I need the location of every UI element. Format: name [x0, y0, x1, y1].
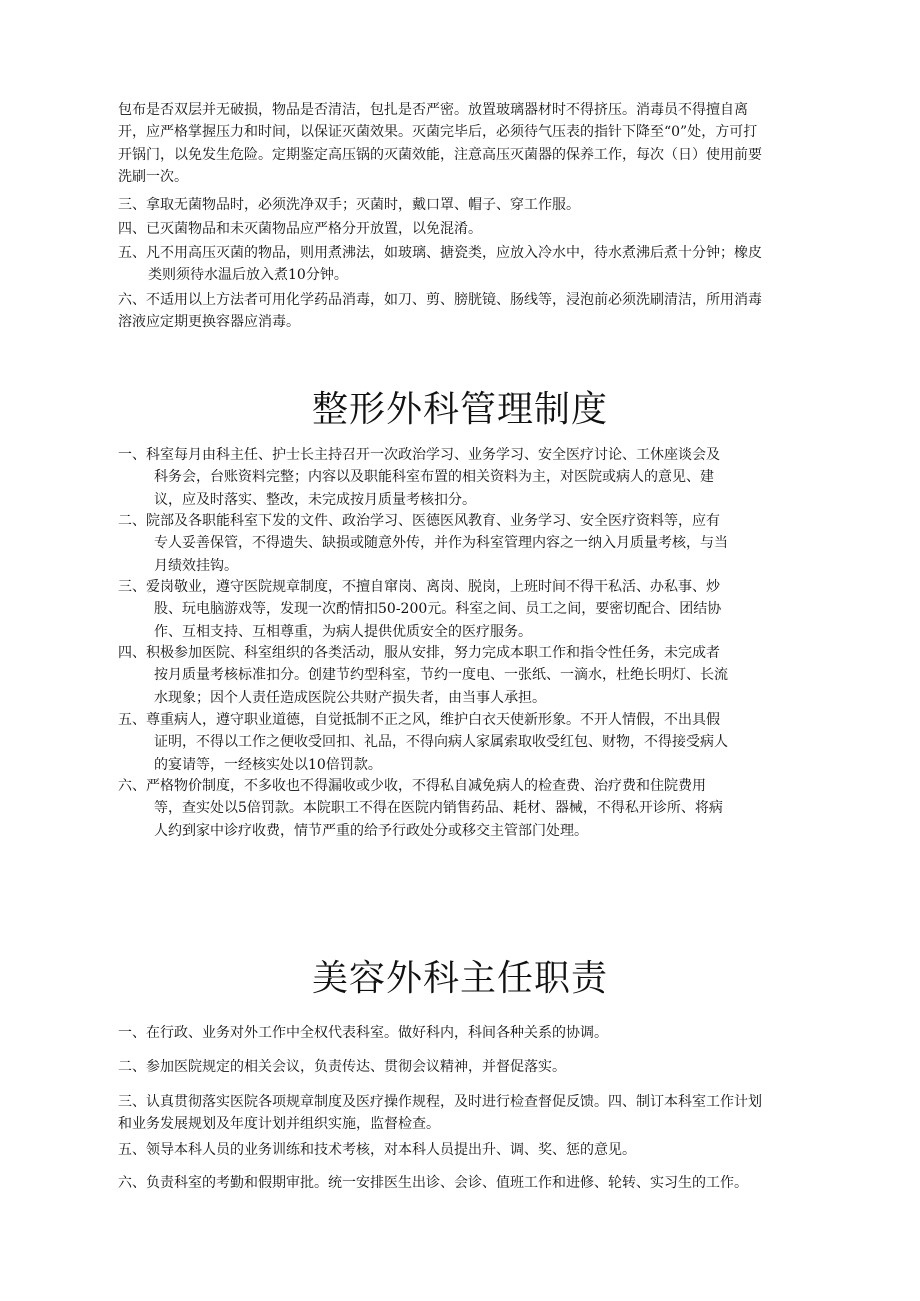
text-line: 议，应及时落实、整改，未完成按月质量考核扣分。 — [154, 491, 476, 508]
text-line: 包布是否双层并无破损，物品是否清洁，包扎是否严密。放置玻璃器材时不得挤压。消毒员不得擅自离 — [118, 102, 748, 118]
text-line: 的宴请等，一经核实处以10倍罚款。 — [154, 756, 382, 773]
plastic-item-4 — [118, 642, 838, 709]
text-line: 五、尊重病人，遵守职业道德，自觉抵制不正之风，维护白衣天使新形象。不开人情假，不出具假 — [118, 712, 720, 728]
text-line: 三、认真贯彻落实医院各项规章制度及医疗操作规程，及时进行检查督促反馈。四、制订本科室工作计划 — [118, 1094, 762, 1110]
director-item-2: 二、参加医院规定的相关会议，负责传达、贯彻会议精神，并督促落实。 — [118, 1059, 566, 1075]
text-line: 开，应严格掌握压力和时间，以保证灭菌效果。灭菌完毕后，必须待气压表的指针下降至“0”处，方可打 — [118, 124, 758, 141]
plastic-item-3 — [118, 576, 838, 643]
sterilization-item-6 — [118, 289, 838, 334]
text-line: 月绩效挂钩。 — [154, 557, 238, 574]
director-item-6: 六、负责科室的考勤和假期审批。统一安排医生出诊、会诊、值班工作和进修、轮转、实习生的工作。 — [118, 1175, 748, 1191]
text-line: 专人妥善保管，不得遗失、缺损或随意外传，并作为科室管理内容之一纳入月质量考核，与当 — [154, 535, 728, 552]
sterilization-item-3: 三、拿取无菌物品时，必须洗净双手；灭菌时，戴口罩、帽子、穿工作服。 — [118, 197, 580, 213]
director-item-1: 一、在行政、业务对外工作中全权代表科室。做好科内，科间各种关系的协调。 — [118, 1025, 608, 1041]
text-line: 和业务发展规划及年度计划并组织实施，监督检查。 — [118, 1116, 440, 1133]
sterilization-item-5 — [118, 242, 838, 287]
text-line: 溶液应定期更换容器应消毒。 — [118, 314, 300, 331]
text-line: 按月质量考核标准扣分。创建节约型科室，节约一度电、一张纸、一滴水，杜绝长明灯、长流 — [154, 667, 728, 684]
text-line: 水现象；因个人责任造成医院公共财产损失者，由当事人承担。 — [154, 689, 546, 706]
text-line: 开锅门，以免发生危险。定期鉴定高压锅的灭菌效能，注意高压灭菌器的保养工作，每次（日）使用前要 — [118, 146, 762, 163]
text-line: 二、院部及各职能科室下发的文件、政治学习、医德医风教育、业务学习、安全医疗资料等，应有 — [118, 513, 720, 529]
text-line: 三、爱岗敬业，遵守医院规章制度，不擅自窜岗、离岗、脱岗，上班时间不得干私活、办私事、炒 — [118, 579, 720, 595]
director-item-3 — [118, 1091, 838, 1136]
section-title-plastic-surgery: 整形外科管理制度 — [311, 389, 608, 430]
plastic-item-5 — [118, 709, 838, 776]
text-line: 等，查实处以5倍罚款。本院职工不得在医院内销售药品、耗材、器械，不得私开诊所、将病 — [154, 800, 723, 817]
sterilization-item-4: 四、已灭菌物品和未灭菌物品应严格分开放置，以免混淆。 — [118, 221, 482, 237]
text-line: 作、互相支持、互相尊重，为病人提供优质安全的医疗服务。 — [154, 623, 532, 640]
plastic-item-1 — [118, 444, 838, 511]
section-title-cosmetic-director: 美容外科主任职责 — [311, 958, 608, 999]
text-line: 人约到家中诊疗收费，情节严重的给予行政处分或移交主管部门处理。 — [154, 822, 588, 839]
text-line: 洗刷一次。 — [118, 169, 188, 186]
text-line: 五、凡不用高压灭菌的物品，则用煮沸法，如玻璃、搪瓷类，应放入冷水中，待水煮沸后煮十分钟；橡皮 — [118, 245, 762, 261]
text-line: 四、积极参加医院、科室组织的各类活动，服从安排，努力完成本职工作和指令性任务，未完成者 — [118, 645, 720, 661]
text-line: 股、玩电脑游戏等，发现一次酌情扣50-200元。科室之间、员工之间，要密切配合、团结协 — [154, 601, 722, 618]
text-line: 六、不适用以上方法者可用化学药品消毒，如刀、剪、膀胱镜、肠线等，浸泡前必须洗刷清洁，所用消毒 — [118, 292, 762, 308]
text-line: 类则须待水温后放入煮10分钟。 — [148, 267, 348, 284]
director-item-5: 五、领导本科人员的业务训练和技术考核，对本科人员提出升、调、奖、惩的意见。 — [118, 1142, 636, 1158]
plastic-item-6 — [118, 775, 838, 842]
sterilization-paragraph — [118, 99, 838, 189]
text-line: 六、严格物价制度，不多收也不得漏收或少收，不得私自减免病人的检查费、治疗费和住院费用 — [118, 778, 706, 794]
plastic-item-2 — [118, 510, 838, 577]
text-line: 一、科室每月由科主任、护士长主持召开一次政治学习、业务学习、安全医疗讨论、工休座谈会及 — [118, 447, 720, 463]
text-line: 科务会，台账资料完整；内容以及职能科室布置的相关资料为主，对医院或病人的意见、建 — [154, 469, 714, 486]
text-line: 证明，不得以工作之便收受回扣、礼品，不得向病人家属索取收受红包、财物，不得接受病人 — [154, 734, 728, 751]
